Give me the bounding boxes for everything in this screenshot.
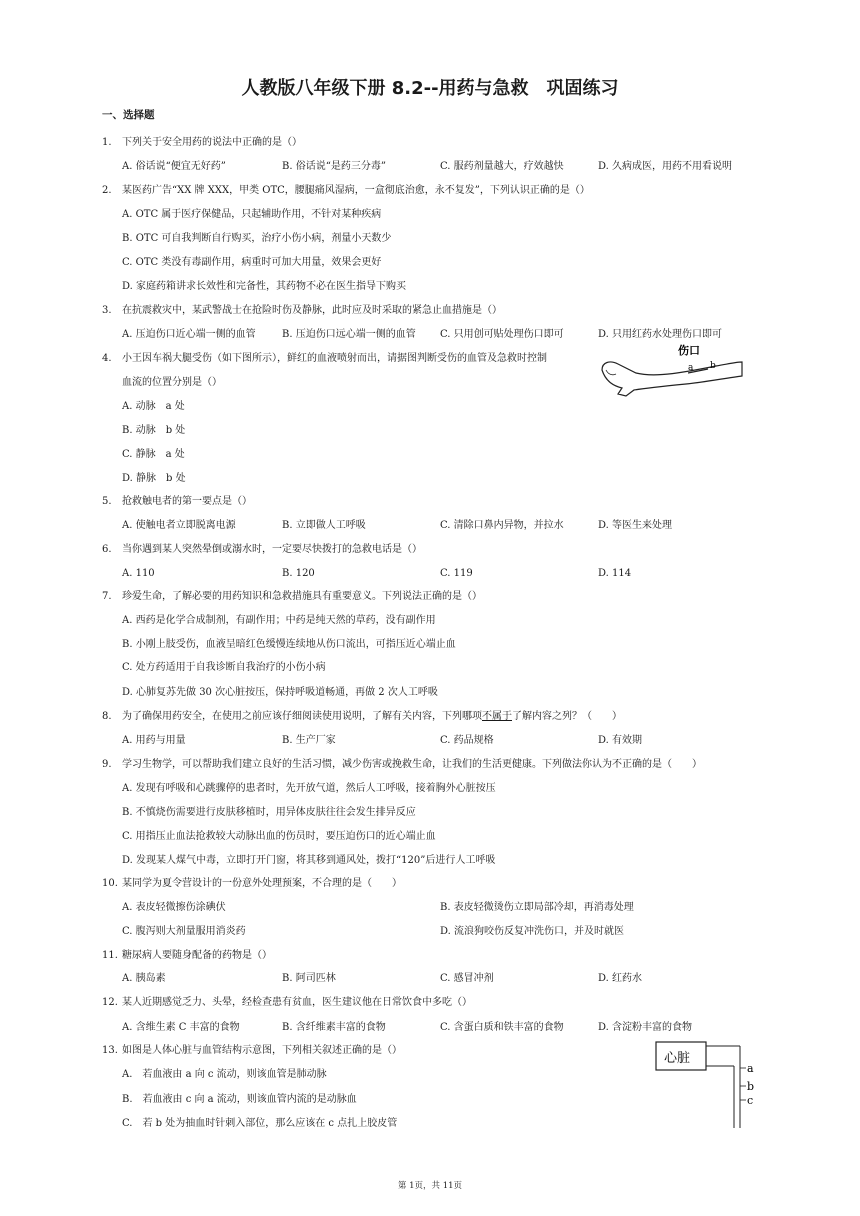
answer-option: B. 压迫伤口远心端一侧的血管 [282, 329, 416, 340]
answer-option: A. 动脉 a 处 [122, 401, 185, 412]
answer-option: A. 胰岛素 [122, 973, 166, 984]
answer-option: C. 119 [440, 568, 473, 579]
answer-option: C. 腹泻则大剂量服用消炎药 [122, 926, 246, 937]
answer-option: B. OTC 可自我判断自行购买，治疗小伤小病，剂量小天数少 [122, 233, 392, 244]
answer-option: A. 压迫伤口近心端一侧的血管 [122, 329, 256, 340]
heart-vessel-figure [654, 1038, 764, 1128]
question-number: 3. [102, 305, 112, 316]
answer-option: D. 心肺复苏先做 30 次心脏按压，保持呼吸道畅通，再做 2 次人工呼吸 [122, 687, 438, 698]
answer-option: D. 等医生来处理 [598, 520, 673, 531]
answer-option: B. 动脉 b 处 [122, 425, 186, 436]
answer-option: D. 114 [598, 568, 632, 579]
question-number: 1. [102, 137, 112, 148]
label-c: c [747, 1094, 754, 1107]
answer-option: A. 用药与用量 [122, 735, 186, 746]
label-b: b [747, 1080, 755, 1093]
question-stem: 珍爱生命，了解必要的用药知识和急救措施具有重要意义。下列说法正确的是（） [122, 591, 482, 602]
answer-option: C. 清除口鼻内异物，并拉水 [440, 520, 564, 531]
answer-option: C. 静脉 a 处 [122, 449, 185, 460]
answer-option: C. 含蛋白质和铁丰富的食物 [440, 1022, 564, 1033]
wound-caption: 伤口 [678, 344, 700, 357]
answer-option: D. 有效期 [598, 735, 643, 746]
leg-wound-figure [596, 340, 746, 400]
answer-option: A. 西药是化学合成制剂，有副作用；中药是纯天然的草药，没有副作用 [122, 615, 436, 626]
answer-option: D. 家庭药箱讲求长效性和完备性，其药物不必在医生指导下购买 [122, 281, 407, 292]
question-number: 12. [102, 997, 118, 1008]
question-stem: 下列关于安全用药的说法中正确的是（） [122, 137, 302, 148]
stem-text: 了解内容之列？（ ） [512, 711, 622, 722]
question-stem: 某医药广告“XX 牌 XXX，甲类 OTC，腰腿痛风湿病，一盒彻底治愈，永不复发”，下列认识正确的是（） [122, 185, 590, 196]
answer-option: C. 药品规格 [440, 735, 494, 746]
question-stem: 当你遇到某人突然晕倒或溺水时，一定要尽快拨打的急救电话是（） [122, 544, 422, 555]
answer-option: A. 俗话说“便宜无好药” [122, 161, 226, 172]
question-number: 10. [102, 878, 118, 889]
question-stem: 血流的位置分别是（） [122, 377, 222, 388]
answer-option: D. 静脉 b 处 [122, 473, 186, 484]
stem-text: 为了确保用药安全，在使用之前应该仔细阅读使用说明，了解有关内容，下列哪项 [122, 711, 482, 722]
answer-option: A. 若血液由 a 向 c 流动，则该血管是肺动脉 [122, 1069, 327, 1080]
question-number: 2. [102, 185, 112, 196]
answer-option: B. 120 [282, 568, 315, 579]
answer-option: C. 处方药适用于自我诊断自我治疗的小伤小病 [122, 662, 326, 673]
label-a: a [688, 363, 694, 373]
answer-option: A. 表皮轻微擦伤涂碘伏 [122, 902, 226, 913]
question-number: 11. [102, 950, 118, 961]
question-stem: 如图是人体心脏与血管结构示意图，下列相关叙述正确的是（） [122, 1045, 402, 1056]
answer-option: C. 感冒冲剂 [440, 973, 494, 984]
label-b: b [710, 361, 716, 371]
question-number: 13. [102, 1045, 118, 1056]
answer-option: C. OTC 类没有毒副作用，病重时可加大用量，效果会更好 [122, 257, 382, 268]
answer-option: D. 红药水 [598, 973, 643, 984]
question-stem: 抢救触电者的第一要点是（） [122, 496, 252, 507]
answer-option: B. 生产厂家 [282, 735, 336, 746]
stem-emphasis: 不属于 [482, 711, 512, 722]
answer-option: D. 久病成医，用药不用看说明 [598, 161, 733, 172]
answer-option: B. 小刚上肢受伤，血液呈暗红色缓慢连续地从伤口流出，可指压近心端止血 [122, 639, 456, 650]
answer-option: C. 若 b 处为抽血时针刺入部位，那么应该在 c 点扎上胶皮管 [122, 1118, 398, 1129]
section-heading: 一、选择题 [102, 109, 155, 121]
question-stem: 糖尿病人要随身配备的药物是（） [122, 950, 272, 961]
question-number: 4. [102, 353, 112, 364]
answer-option: A. 发现有呼吸和心跳骤停的患者时，先开放气道，然后人工呼吸，接着胸外心脏按压 [122, 783, 496, 794]
answer-option: A. OTC 属于医疗保健品，只起辅助作用，不针对某种疾病 [122, 209, 382, 220]
answer-option: C. 用指压止血法抢救较大动脉出血的伤员时，要压迫伤口的近心端止血 [122, 831, 436, 842]
label-a: a [747, 1062, 754, 1075]
answer-option: D. 发现某人煤气中毒，立即打开门窗，将其移到通风处，拨打“120”后进行人工呼吸 [122, 855, 496, 866]
page-footer: 第 1页，共 11页 [397, 1181, 463, 1191]
answer-option: D. 只用红药水处理伤口即可 [598, 329, 723, 340]
answer-option: B. 不慎烧伤需要进行皮肤移植时，用异体皮肤往往会发生排异反应 [122, 807, 416, 818]
question-number: 5. [102, 496, 112, 507]
heart-label: 心脏 [664, 1051, 691, 1066]
answer-option: B. 含纤维素丰富的食物 [282, 1022, 386, 1033]
question-stem: 某人近期感觉乏力、头晕，经检查患有贫血，医生建议他在日常饮食中多吃（） [122, 997, 472, 1008]
answer-option: C. 服药剂量越大，疗效越快 [440, 161, 564, 172]
answer-option: A. 使触电者立即脱离电源 [122, 520, 236, 531]
question-stem: 学习生物学，可以帮助我们建立良好的生活习惯，减少伤害或挽救生命，让我们的生活更健康。下列做法你认为不正确的是（ ） [122, 759, 702, 770]
question-stem: 在抗震救灾中，某武警战士在抢险时伤及静脉，此时应及时采取的紧急止血措施是（） [122, 305, 502, 316]
answer-option: D. 流浪狗咬伤反复冲洗伤口，并及时就医 [440, 926, 625, 937]
question-stem: 小王因车祸大腿受伤（如下图所示），鲜红的血液喷射而出，请据图判断受伤的血管及急救时控制 [122, 353, 547, 364]
question-number: 9. [102, 759, 112, 770]
question-number: 6. [102, 544, 112, 555]
question-number: 7. [102, 591, 112, 602]
question-stem: 某同学为夏令营设计的一份意外处理预案，不合理的是（ ） [122, 878, 402, 889]
page-title: 人教版八年级下册 8.2--用药与急救 巩固练习 [241, 78, 619, 99]
question-stem [122, 710, 622, 724]
answer-option: B. 若血液由 c 向 a 流动，则该血管内流的是动脉血 [122, 1094, 357, 1105]
answer-option: A. 110 [122, 568, 155, 579]
answer-option: C. 只用创可贴处理伤口即可 [440, 329, 564, 340]
answer-option: A. 含维生素 C 丰富的食物 [122, 1022, 240, 1033]
question-number: 8. [102, 711, 112, 722]
answer-option: B. 阿司匹林 [282, 973, 336, 984]
answer-option: B. 俗话说“是药三分毒” [282, 161, 386, 172]
answer-option: B. 表皮轻微烫伤立即局部冷却，再消毒处理 [440, 902, 634, 913]
answer-option: B. 立即做人工呼吸 [282, 520, 366, 531]
answer-option: D. 含淀粉丰富的食物 [598, 1022, 693, 1033]
